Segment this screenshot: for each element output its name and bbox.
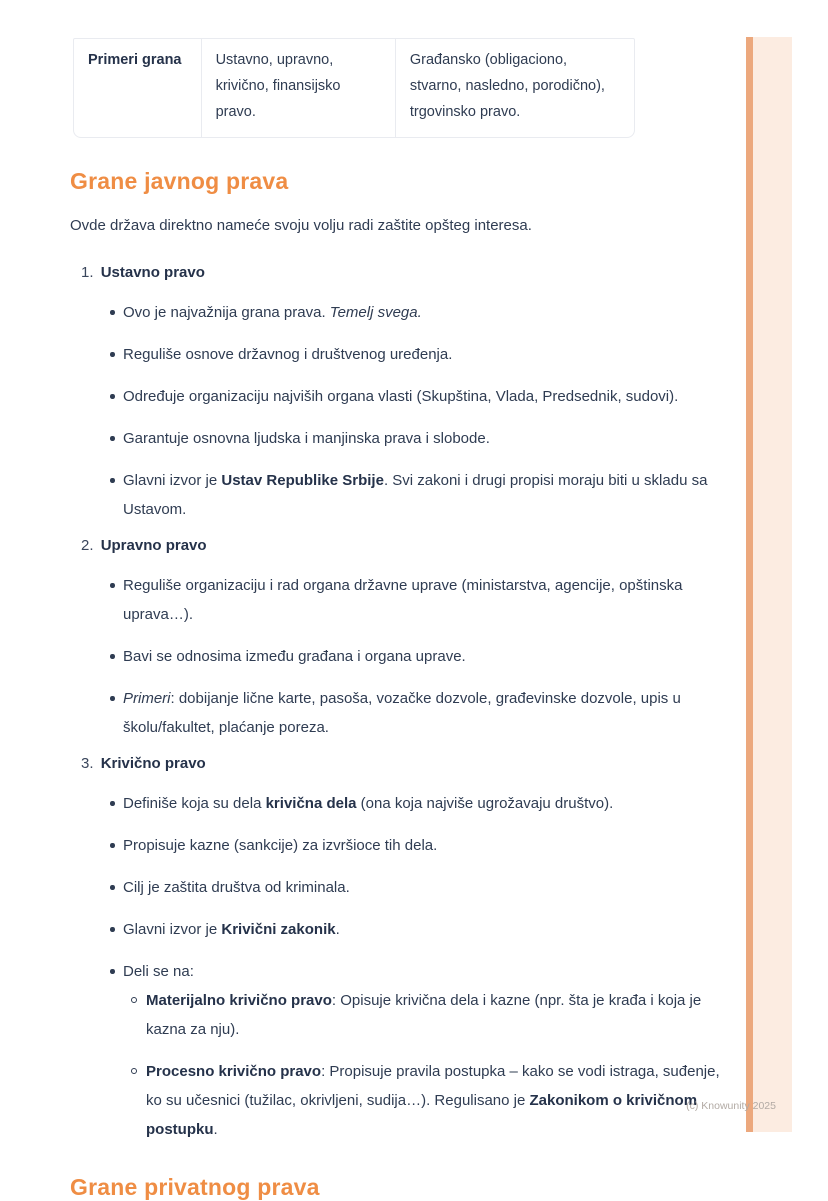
text-segment: Temelj svega. [329, 304, 422, 321]
bullet-item [123, 298, 727, 327]
bullet-item [146, 1057, 724, 1144]
text-segment: Garantuje osnovna ljudska i manjinska prava i slobode. [123, 430, 490, 447]
text-segment: Reguliše osnove državnog i društvenog uređenja. [123, 346, 453, 363]
item-number: 1. [81, 264, 94, 281]
numbered-item [70, 264, 828, 524]
item-title-text: Krivično pravo [100, 755, 206, 772]
bullet-item [123, 642, 727, 671]
text-segment: Glavni izvor je [123, 472, 222, 489]
text-segment: Ustav Republike Srbije [221, 472, 384, 489]
bullet-item [123, 957, 727, 1144]
section-heading-private-law: Grane privatnog prava [70, 1174, 320, 1200]
item-title-text: Upravno pravo [100, 537, 207, 554]
bullet-item [123, 382, 727, 411]
text-segment: Glavni izvor je [123, 921, 222, 938]
law-branches-table [73, 38, 635, 138]
public-law-intro: Ovde država direktno nameće svoju volju radi zaštite opšteg interesa. [70, 217, 532, 234]
numbered-item-title [70, 264, 828, 281]
bullet-list [70, 298, 730, 524]
table-row-label: Primeri grana [88, 52, 182, 68]
bullet-item [123, 873, 727, 902]
text-segment: Reguliše organizaciju i rad organa državne uprave (ministarstva, agencije, opštinska uprava…). [123, 577, 683, 623]
bullet-item [123, 466, 727, 524]
text-segment: Bavi se odnosima između građana i organa uprave. [123, 648, 466, 665]
item-title-text: Ustavno pravo [100, 264, 205, 281]
numbered-item [70, 755, 828, 1144]
text-segment: . [335, 921, 340, 938]
public-law-list [70, 264, 828, 1144]
copyright-footer: (c) Knowunity 2025 [686, 1100, 776, 1112]
text-segment: krivična dela [265, 795, 357, 812]
text-segment: Definiše koja su dela [123, 795, 266, 812]
text-segment: Određuje organizaciju najviših organa vlasti (Skupština, Vlada, Predsednik, sudovi). [123, 388, 679, 405]
bullet-item [123, 915, 727, 944]
numbered-item-title [70, 755, 828, 772]
text-segment: Propisuje kazne (sankcije) za izvršioce tih dela. [123, 837, 438, 854]
bullet-item [123, 340, 727, 369]
bullet-item [123, 684, 727, 742]
numbered-item [70, 537, 828, 742]
bullet-item [123, 831, 727, 860]
item-number: 2. [81, 537, 94, 554]
text-segment: . [213, 1121, 218, 1138]
bullet-item [123, 571, 727, 629]
text-segment: Materijalno krivično pravo [146, 992, 332, 1009]
text-segment: (ona koja najviše ugrožavaju društvo). [356, 795, 614, 812]
text-segment: Procesno krivično pravo [146, 1063, 322, 1080]
text-segment: : dobijanje lične karte, pasoša, vozačke dozvole, građevinske dozvole, upis u školu/fakultet, plaćanje poreza. [123, 690, 681, 736]
bullet-item [123, 789, 727, 818]
text-segment: Zakonikom o krivičnom postupku [146, 1092, 698, 1138]
bullet-item [146, 986, 724, 1044]
bullet-list [70, 571, 730, 742]
text-segment: Deli se na: [123, 963, 194, 980]
sub-bullet-list [123, 986, 727, 1144]
numbered-item-title [70, 537, 828, 554]
item-number: 3. [81, 755, 94, 772]
text-segment: : Opisuje krivična dela i kazne (npr. šta je krađa i koja je kazna za nju). [146, 992, 702, 1038]
text-segment: Krivični zakonik [221, 921, 336, 938]
text-segment: Ovo je najvažnija grana prava. [123, 304, 330, 321]
bullet-list [70, 789, 730, 1144]
table-cell-public-examples: Ustavno, upravno, krivično, finansijsko pravo. [201, 39, 395, 137]
text-segment: Cilj je zaštita društva od kriminala. [123, 879, 350, 896]
text-segment: : Propisuje pravila postupka – kako se vodi istraga, suđenje, ko su učesnici (tužilac, okrivljeni, sudija…). Regulisano je [146, 1063, 720, 1109]
bullet-item [123, 424, 727, 453]
text-segment: . Svi zakoni i drugi propisi moraju biti u skladu sa Ustavom. [123, 472, 708, 518]
section-heading-public-law: Grane javnog prava [70, 168, 289, 194]
table-cell-private-examples: Građansko (obligaciono, stvarno, nasledno, porodično), trgovinsko pravo. [395, 39, 634, 137]
text-segment: Primeri [123, 690, 171, 707]
